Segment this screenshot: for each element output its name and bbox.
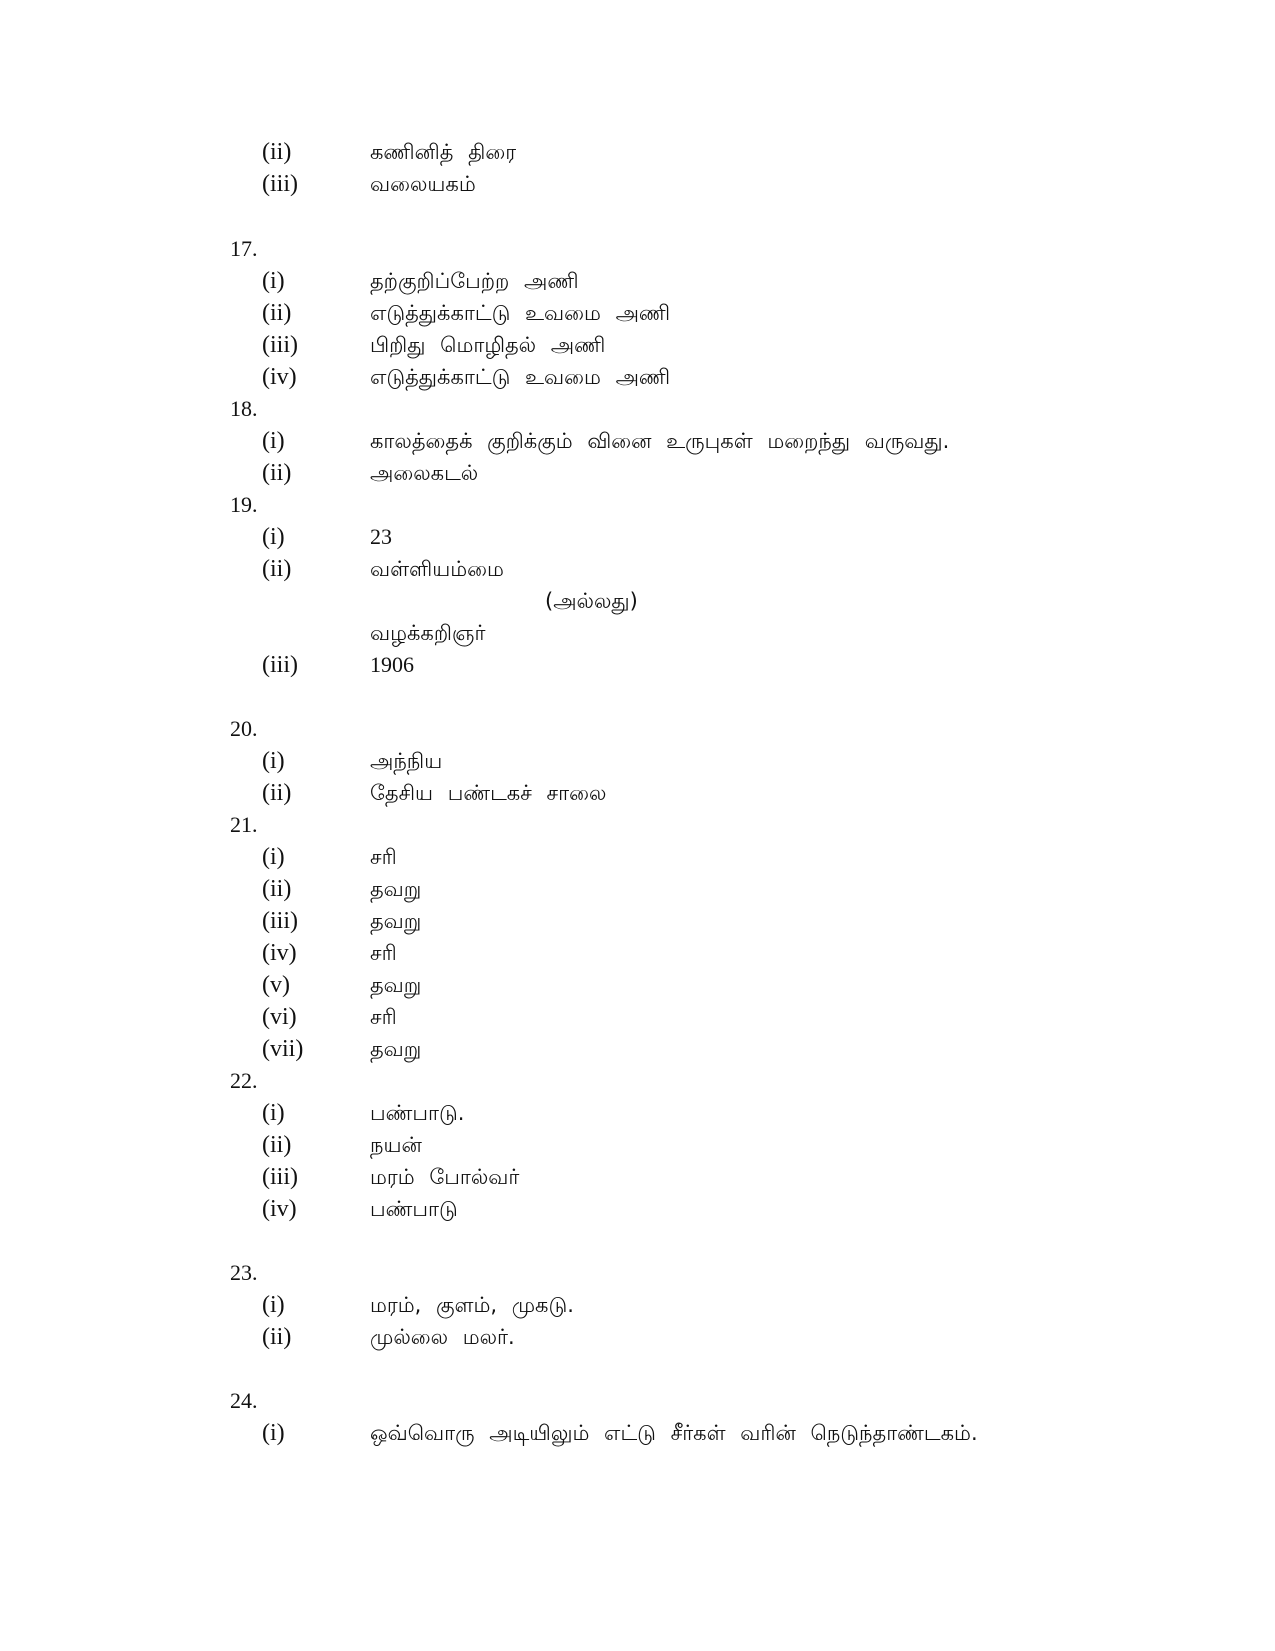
question-number: 18. xyxy=(230,396,258,421)
item-label: (ii) xyxy=(262,460,292,486)
item-label: (ii) xyxy=(262,780,292,806)
item-answer: தவறு xyxy=(370,973,422,997)
item-answer: அந்நிய xyxy=(370,749,443,773)
item-answer: 23 xyxy=(370,524,392,549)
item-label: (iii) xyxy=(262,908,298,934)
item-label: (iii) xyxy=(262,171,298,197)
item-label: (iv) xyxy=(262,940,297,966)
item-answer: 1906 xyxy=(370,652,414,677)
question-number: 20. xyxy=(230,716,258,741)
item-label: (i) xyxy=(262,1292,285,1318)
item-answer: வள்ளியம்மை xyxy=(370,557,504,581)
question-number: 17. xyxy=(230,236,258,261)
item-answer: மரம் போல்வர் xyxy=(370,1165,520,1189)
item-answer: வலையகம் xyxy=(370,172,476,196)
question-number: 21. xyxy=(230,812,258,837)
item-label: (ii) xyxy=(262,1324,292,1350)
item-answer: சரி xyxy=(370,845,397,869)
question-number: 23. xyxy=(230,1260,258,1285)
item-answer: ஒவ்வொரு அடியிலும் எட்டு சீர்கள் வரின் நெடுந்தாண்டகம். xyxy=(370,1421,978,1445)
item-label: (iii) xyxy=(262,652,298,678)
item-label: (i) xyxy=(262,1420,285,1446)
item-answer: மரம், குளம், முகடு. xyxy=(370,1293,574,1317)
item-answer: எடுத்துக்காட்டு உவமை அணி xyxy=(370,301,671,325)
item-label: (ii) xyxy=(262,139,292,165)
item-answer: தற்குறிப்பேற்ற அணி xyxy=(370,269,579,293)
item-label: (iv) xyxy=(262,364,297,390)
item-label: (iii) xyxy=(262,332,298,358)
item-label: (i) xyxy=(262,428,285,454)
item-answer: சரி xyxy=(370,1005,397,1029)
question-number: 24. xyxy=(230,1388,258,1413)
item-label: (vii) xyxy=(262,1036,304,1062)
item-label: (ii) xyxy=(262,556,292,582)
item-answer: அலைகடல் xyxy=(370,461,479,485)
question-number: 22. xyxy=(230,1068,258,1093)
item-label: (i) xyxy=(262,748,285,774)
item-label: (iii) xyxy=(262,1164,298,1190)
alternative-answer: வழக்கறிஞர் xyxy=(370,621,486,645)
item-answer: சரி xyxy=(370,941,397,965)
item-answer: காலத்தைக் குறிக்கும் வினை உருபுகள் மறைந்து வருவது. xyxy=(370,429,950,453)
item-answer: தவறு xyxy=(370,909,422,933)
item-answer: முல்லை மலர். xyxy=(370,1325,515,1349)
item-answer: பண்பாடு. xyxy=(370,1101,465,1125)
item-label: (ii) xyxy=(262,300,292,326)
item-label: (ii) xyxy=(262,1132,292,1158)
item-label: (i) xyxy=(262,524,285,550)
item-label: (iv) xyxy=(262,1196,297,1222)
question-number: 19. xyxy=(230,492,258,517)
item-answer: கணினித் திரை xyxy=(370,140,517,164)
item-answer: எடுத்துக்காட்டு உவமை அணி xyxy=(370,365,671,389)
item-label: (i) xyxy=(262,1100,285,1126)
item-label: (v) xyxy=(262,972,290,998)
item-label: (vi) xyxy=(262,1004,297,1030)
item-answer: தேசிய பண்டகச் சாலை xyxy=(370,781,607,805)
item-answer: பிறிது மொழிதல் அணி xyxy=(370,333,606,357)
item-label: (ii) xyxy=(262,876,292,902)
item-answer: நயன் xyxy=(370,1133,422,1157)
item-label: (i) xyxy=(262,844,285,870)
item-answer: தவறு xyxy=(370,877,422,901)
or-text: (அல்லது) xyxy=(545,589,638,613)
item-answer: பண்பாடு xyxy=(370,1197,458,1221)
item-label: (i) xyxy=(262,268,285,294)
item-answer: தவறு xyxy=(370,1037,422,1061)
